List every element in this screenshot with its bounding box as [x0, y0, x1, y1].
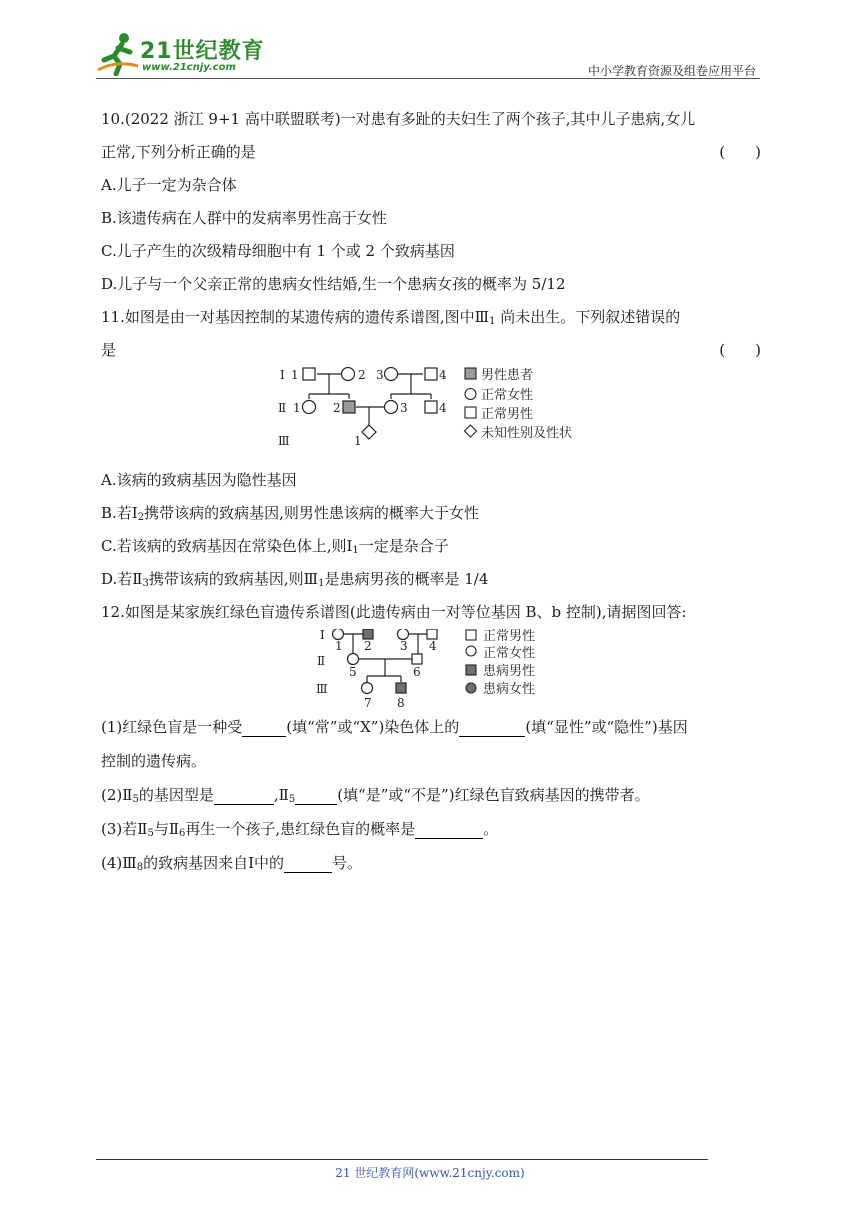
q12-I1-female: [333, 629, 344, 640]
header-divider: [96, 78, 760, 79]
svg-text:1: 1: [354, 434, 362, 448]
q11-legend: [465, 368, 477, 437]
q12-I4-male: [427, 629, 437, 639]
q12-III7-female: [362, 683, 373, 694]
q11-legend-normal-male: 正常男性: [481, 407, 534, 422]
q11-answer-paren: ( ): [719, 341, 761, 359]
svg-text:3: 3: [400, 401, 408, 415]
logo-url: www.21cnjy.com: [142, 62, 236, 73]
q10-answer-paren: ( ): [719, 143, 761, 161]
q11-I4-male: [425, 368, 437, 380]
svg-text:2: 2: [364, 639, 372, 653]
q12-legend-normal-female: 正常女性: [483, 646, 536, 661]
svg-text:8: 8: [397, 696, 405, 710]
q11-I3-female: [385, 368, 398, 381]
q12-blank-3[interactable]: [214, 786, 274, 805]
q10-stem-line1: 10.(2022 浙江 9+1 高中联盟联考)一对患有多趾的夫妇生了两个孩子,其中儿子患病,女儿: [101, 110, 696, 128]
q12-II6-male: [412, 654, 422, 664]
q11-II1-female: [303, 401, 316, 414]
q11-II4-male: [425, 401, 437, 413]
svg-text:3: 3: [376, 368, 384, 382]
svg-text:4: 4: [439, 368, 447, 382]
svg-text:4: 4: [429, 639, 437, 653]
q12-legend-affected-female: 患病女性: [483, 682, 536, 697]
svg-text:5: 5: [349, 665, 357, 679]
q12-blank-2[interactable]: [459, 718, 525, 737]
q12-I3-female: [398, 629, 409, 640]
svg-text:Ⅱ: Ⅱ: [278, 401, 287, 415]
q10-option-a: A.儿子一定为杂合体: [101, 176, 237, 194]
q11-pedigree-figure: [101, 367, 763, 464]
svg-text:Ⅰ: Ⅰ: [280, 368, 285, 382]
q12-pedigree-figure: [101, 629, 763, 711]
svg-text:1: 1: [335, 639, 343, 653]
svg-text:Ⅱ: Ⅱ: [317, 654, 326, 668]
q12-part1-line2: 控制的遗传病。: [101, 752, 207, 770]
q11-I1-male: [303, 368, 315, 380]
q10-stem-line2: 正常,下列分析正确的是 ( ): [101, 136, 763, 169]
footer-divider: [96, 1159, 708, 1160]
q12-II5-female: [348, 654, 359, 665]
svg-text:4: 4: [439, 401, 447, 415]
q11-legend-affected-male: 男性患者: [481, 368, 534, 383]
q11-legend-normal-female: 正常女性: [481, 388, 534, 403]
q12-III8-affected-male: [396, 683, 406, 693]
q11-stem-line2: 是 ( ): [101, 334, 763, 367]
runner-logo-icon: [96, 30, 140, 76]
svg-text:3: 3: [400, 639, 408, 653]
q12-I2-affected-male: [363, 629, 373, 639]
q12-part1-line1: (1)红绿色盲是一种受 (填“常”或“X”)染色体上的 (填“显性”或“隐性”)基因: [101, 718, 688, 736]
svg-text:2: 2: [333, 401, 341, 415]
q12-blank-4[interactable]: [295, 786, 337, 805]
q11-option-d: D.若$Ⅱ_3$携带该病的致病基因,则$Ⅲ_1$是患病男孩的概率是 1/4: [101, 570, 489, 589]
svg-text:1: 1: [293, 401, 301, 415]
q12-part2: $(2)Ⅱ_5$的基因型是 $,Ⅱ_5$ (填“是”或“不是”)红绿色盲致病基因的携带者。: [101, 786, 650, 805]
svg-text:Ⅰ: Ⅰ: [320, 629, 325, 642]
q12-legend-affected-male: 患病男性: [483, 664, 536, 679]
q11-option-b: B.若$Ⅰ_2$携带该病的致病基因,则男性患该病的概率大于女性: [101, 504, 479, 523]
q10-option-d: D.儿子与一个父亲正常的患病女性结婚,生一个患病女孩的概率为 5/12: [101, 275, 566, 293]
logo-text: 21世纪教育: [140, 39, 265, 64]
q12-stem: 12.如图是某家族红绿色盲遗传系谱图(此遗传病由一对等位基因 B、b 控制),请据图回答:: [101, 603, 687, 621]
q12-blank-6[interactable]: [284, 854, 332, 873]
q11-option-a: A.该病的致病基因为隐性基因: [101, 471, 297, 489]
q12-blank-5[interactable]: [415, 820, 483, 839]
q10-option-c: C.儿子产生的次级精母细胞中有 1 个或 2 个致病基因: [101, 242, 455, 260]
logo: [96, 30, 266, 78]
q11-III1-unknown: [362, 425, 376, 439]
svg-text:Ⅲ: Ⅲ: [316, 682, 328, 696]
q12-legend-normal-male: 正常男性: [483, 629, 536, 644]
svg-text:2: 2: [358, 368, 366, 382]
document-body: [101, 103, 763, 881]
platform-name: 中小学教育资源及组卷应用平台: [587, 64, 756, 78]
q11-option-c: C.若该病的致病基因在常染色体上,则$Ⅰ_1$一定是杂合子: [101, 537, 449, 556]
q12-legend: [466, 630, 476, 693]
page-header: [96, 30, 760, 80]
page-footer: 21 世纪教育网(www.21cnjy.com): [335, 1166, 525, 1180]
q12-part4: $(4)Ⅲ_8$的致病基因来自Ⅰ中的 号。: [101, 854, 363, 873]
svg-text:1: 1: [291, 368, 299, 382]
svg-text:7: 7: [364, 696, 372, 710]
q11-stem-line1: 11.如图是由一对基因控制的某遗传病的遗传系谱图,图中$Ⅲ_1$ 尚未出生。下列叙述错误的: [101, 308, 681, 327]
q11-I2-female: [342, 368, 355, 381]
svg-text:6: 6: [413, 665, 421, 679]
q10-option-b: B.该遗传病在人群中的发病率男性高于女性: [101, 209, 387, 227]
q11-II2-affected-male: [343, 401, 355, 413]
svg-text:Ⅲ: Ⅲ: [278, 434, 290, 448]
q11-legend-unknown: 未知性别及性状: [481, 426, 573, 441]
q11-II3-female: [385, 401, 398, 414]
q12-blank-1[interactable]: [242, 718, 286, 737]
q12-part3: (3)若$Ⅱ_5$与$Ⅱ_6$再生一个孩子,患红绿色盲的概率是 。: [101, 820, 499, 839]
